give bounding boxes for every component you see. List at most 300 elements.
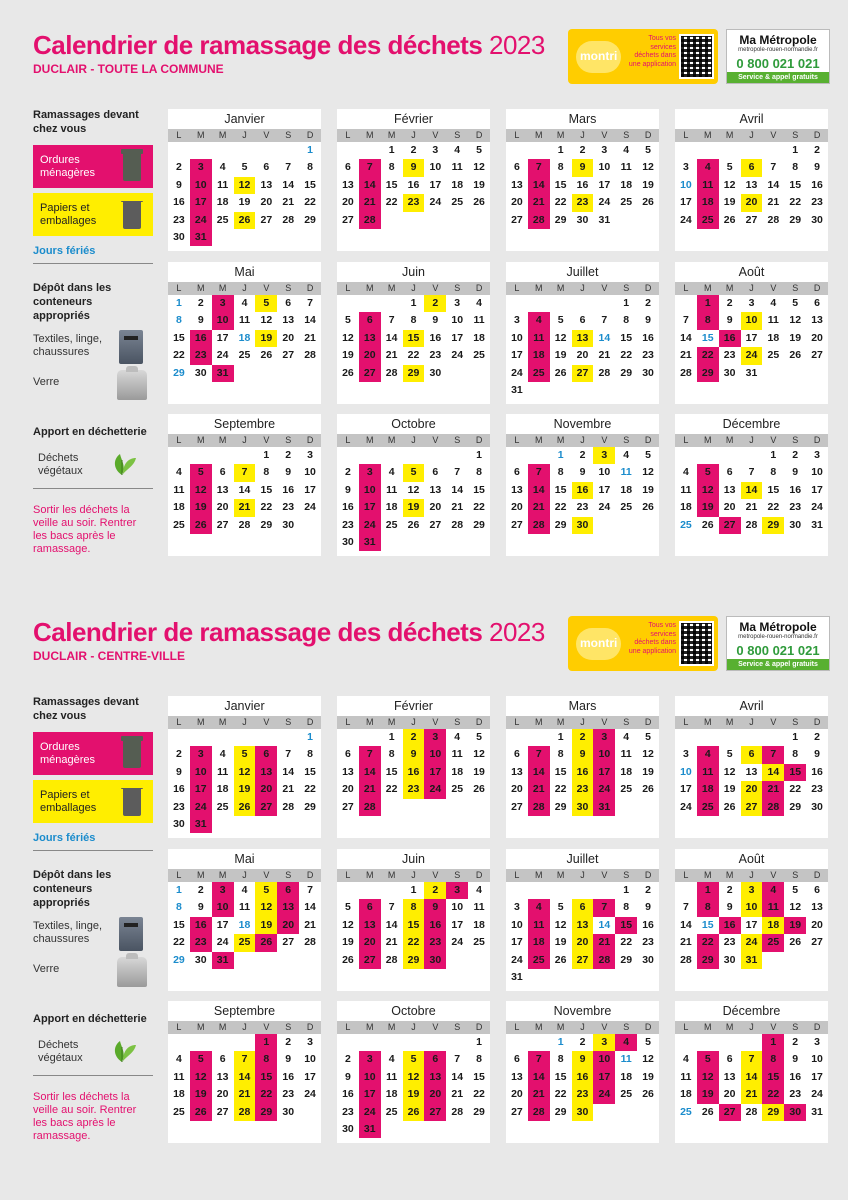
day-cell: 7 — [359, 159, 381, 176]
day-cell: 4 — [697, 159, 719, 176]
empty-cell — [424, 1034, 446, 1051]
month-card — [675, 1001, 828, 1143]
day-cell: 25 — [680, 1105, 692, 1118]
leaves-icon — [108, 1035, 138, 1065]
day-cell: 1 — [476, 1036, 482, 1048]
weekday-label: J — [411, 283, 416, 293]
weekday-label: D — [644, 1022, 652, 1032]
day-cell: 27 — [359, 365, 381, 382]
legend-note: Sortir les déchets la veille au soir. Rentrer les bacs après le ramassage. — [33, 504, 137, 555]
weekday-label: D — [475, 717, 483, 727]
qr-code-icon[interactable] — [679, 621, 714, 666]
weekday-label: J — [411, 870, 416, 880]
weekday-label: M — [366, 283, 374, 293]
day-cell: 24 — [741, 934, 763, 951]
empty-cell — [675, 1034, 697, 1051]
day-cell: 19 — [342, 936, 354, 949]
day-cell: 11 — [620, 161, 632, 174]
metropole-title: Ma Métropole — [739, 33, 817, 47]
day-cell: 19 — [255, 330, 277, 347]
legend-papiers-emballages: Papiers et emballages — [33, 193, 153, 236]
day-cell: 2 — [345, 1053, 351, 1066]
day-cell: 2 — [176, 748, 182, 761]
metropole-title: Ma Métropole — [739, 620, 817, 634]
day-cell: 18 — [451, 765, 464, 778]
empty-cell — [381, 1034, 403, 1051]
empty-cell — [359, 1034, 381, 1051]
day-cell: 12 — [260, 314, 273, 327]
montri-app-banner[interactable] — [568, 616, 718, 671]
day-cell: 11 — [217, 178, 229, 191]
weekday-label: M — [387, 283, 396, 293]
day-cell: 1 — [792, 731, 799, 743]
day-cell: 27 — [359, 952, 381, 969]
weekday-label: V — [432, 870, 439, 880]
day-cell: 27 — [511, 1105, 523, 1118]
day-cell: 11 — [680, 483, 692, 496]
weekday-label: D — [813, 870, 821, 880]
weekday-header — [675, 716, 828, 729]
day-cell: 2 — [176, 161, 182, 174]
day-cell: 5 — [255, 882, 277, 899]
empty-cell — [359, 295, 381, 312]
day-cell: 9 — [814, 748, 820, 761]
weekday-label: M — [218, 130, 227, 140]
day-cell: 8 — [388, 748, 395, 761]
day-cell: 17 — [593, 1069, 615, 1086]
day-cell: 11 — [528, 330, 550, 347]
empty-cell — [255, 729, 277, 746]
weekday-label: S — [792, 283, 799, 293]
legend-vegetaux: Déchets végétaux — [38, 452, 83, 477]
day-cell: 3 — [814, 1036, 820, 1048]
day-cell: 2 — [792, 449, 799, 461]
day-cell: 14 — [304, 314, 316, 327]
day-cell: 17 — [511, 936, 523, 949]
day-cell: 26 — [723, 800, 736, 813]
day-cell: 24 — [511, 366, 523, 379]
day-cell: 21 — [304, 918, 316, 931]
weekday-label: J — [580, 283, 585, 293]
day-cell: 13 — [745, 178, 758, 191]
weekday-label: M — [366, 1022, 374, 1032]
day-cell: 25 — [238, 349, 251, 362]
weekday-label: M — [556, 283, 565, 293]
month-name: Août — [738, 852, 765, 866]
day-cell: 9 — [645, 901, 651, 914]
weekday-label: V — [601, 717, 608, 727]
day-cell: 31 — [359, 1121, 381, 1138]
day-cell: 4 — [476, 297, 482, 309]
weekday-label: L — [176, 870, 182, 880]
weekday-label: V — [770, 870, 777, 880]
day-cell: 18 — [680, 501, 692, 514]
day-cell: 12 — [554, 918, 567, 931]
day-cell: 6 — [255, 746, 277, 763]
weekday-label: D — [475, 1022, 483, 1032]
month-card — [337, 414, 490, 556]
divider — [33, 488, 153, 489]
month-name: Septembre — [213, 1004, 276, 1018]
day-cell: 20 — [359, 347, 381, 364]
weekday-label: D — [644, 283, 652, 293]
day-cell: 30 — [173, 230, 185, 243]
day-cell: 4 — [454, 144, 461, 156]
weekday-label: M — [218, 717, 227, 727]
day-cell: 2 — [345, 466, 351, 479]
day-grid — [168, 295, 321, 382]
day-cell: 6 — [424, 1051, 446, 1068]
day-cell: 17 — [359, 499, 381, 516]
legend-note: Sortir les déchets la veille au soir. Rentrer les bacs après le ramassage. — [33, 1091, 137, 1142]
weekday-label: V — [601, 870, 608, 880]
empty-cell — [675, 729, 697, 746]
day-grid — [675, 295, 828, 382]
day-cell: 17 — [190, 781, 212, 798]
day-cell: 25 — [385, 1105, 398, 1118]
day-cell: 8 — [263, 466, 270, 479]
day-cell: 18 — [762, 917, 784, 934]
day-cell: 2 — [197, 884, 204, 896]
weekday-header — [675, 282, 828, 295]
day-cell: 1 — [255, 1034, 277, 1051]
day-cell: 7 — [601, 314, 608, 327]
day-cell: 18 — [451, 178, 464, 191]
weekday-label: V — [263, 870, 270, 880]
metropole-phone[interactable]: 0 800 021 021 — [736, 56, 820, 71]
weekday-label: L — [683, 717, 689, 727]
day-cell: 5 — [190, 464, 212, 481]
day-cell: 27 — [719, 1104, 741, 1121]
day-cell: 20 — [511, 783, 523, 796]
weekday-label: M — [556, 870, 565, 880]
weekday-label: J — [411, 1022, 416, 1032]
day-cell: 11 — [173, 483, 185, 496]
day-cell: 27 — [260, 213, 273, 226]
empty-cell — [337, 729, 359, 746]
weekday-label: D — [306, 435, 314, 445]
day-cell: 2 — [285, 449, 292, 461]
day-cell: 30 — [342, 1122, 354, 1135]
month-name: Novembre — [553, 1004, 612, 1018]
day-cell: 8 — [557, 161, 564, 174]
day-cell: 13 — [511, 765, 523, 778]
legend-heading-decheterie: Apport en déchetterie — [33, 1013, 147, 1025]
month-card — [506, 1001, 659, 1143]
leaves-icon — [108, 448, 138, 478]
empty-cell — [168, 1034, 190, 1051]
day-cell: 24 — [451, 936, 464, 949]
day-cell: 28 — [767, 213, 780, 226]
day-cell: 14 — [385, 331, 398, 344]
weekday-label: J — [411, 717, 416, 727]
day-cell: 19 — [723, 783, 736, 796]
day-cell: 7 — [528, 464, 550, 481]
day-cell: 24 — [680, 213, 692, 226]
weekday-label: J — [411, 130, 416, 140]
day-cell: 17 — [451, 918, 464, 931]
day-cell: 30 — [194, 366, 207, 379]
weekday-label: L — [514, 435, 520, 445]
day-cell: 31 — [593, 799, 615, 816]
day-cell: 19 — [403, 1086, 425, 1103]
day-grid — [506, 1034, 659, 1121]
weekday-label: J — [580, 717, 585, 727]
weekday-label: M — [366, 130, 374, 140]
day-cell: 28 — [762, 799, 784, 816]
legend-heading-conteneurs: Dépôt dans les conteneurs appropriés — [33, 869, 112, 909]
day-cell: 28 — [385, 366, 398, 379]
day-cell: 10 — [811, 1053, 823, 1066]
day-cell: 8 — [623, 901, 630, 914]
day-cell: 10 — [359, 482, 381, 499]
day-cell: 15 — [701, 331, 714, 344]
day-cell: 12 — [789, 901, 802, 914]
day-cell: 1 — [557, 731, 564, 743]
day-cell: 16 — [811, 178, 823, 191]
yellow-lid-bin-icon — [123, 786, 141, 816]
day-cell: 22 — [620, 349, 633, 362]
day-cell: 29 — [554, 518, 567, 531]
day-cell: 15 — [385, 178, 398, 191]
ma-metropole-box[interactable] — [726, 29, 830, 84]
day-cell: 17 — [304, 483, 316, 496]
montri-app-banner[interactable] — [568, 29, 718, 84]
day-cell: 12 — [473, 161, 485, 174]
day-cell: 5 — [645, 449, 651, 461]
day-cell: 31 — [811, 1105, 823, 1118]
day-cell: 24 — [451, 349, 464, 362]
day-cell: 26 — [554, 953, 567, 966]
weekday-label: D — [306, 130, 314, 140]
day-cell: 24 — [190, 799, 212, 816]
day-cell: 6 — [359, 312, 381, 329]
day-cell: 25 — [173, 1105, 185, 1118]
montri-text: Tous vos services déchets dans une application — [628, 622, 676, 655]
day-cell: 2 — [814, 731, 820, 743]
day-cell: 23 — [789, 1088, 802, 1101]
weekday-label: S — [285, 1022, 292, 1032]
weekday-label: S — [285, 717, 292, 727]
day-cell: 16 — [282, 1070, 295, 1083]
day-cell: 24 — [429, 196, 442, 209]
empty-cell — [528, 882, 550, 899]
day-cell: 29 — [554, 800, 567, 813]
day-cell: 8 — [476, 1053, 482, 1066]
day-cell: 14 — [762, 764, 784, 781]
day-cell: 22 — [260, 501, 273, 514]
day-cell: 15 — [767, 483, 780, 496]
day-cell: 16 — [576, 178, 589, 191]
day-cell: 19 — [190, 499, 212, 516]
day-cell: 28 — [385, 953, 398, 966]
empty-cell — [528, 729, 550, 746]
weekday-label: V — [432, 435, 439, 445]
month-card — [506, 414, 659, 556]
legend-heading-ramassages: Ramassages devant chez vous — [33, 109, 139, 135]
day-cell: 9 — [197, 314, 204, 327]
day-cell: 17 — [424, 764, 446, 781]
day-cell: 12 — [697, 482, 719, 499]
weekday-header — [337, 1021, 490, 1034]
day-cell: 3 — [359, 464, 381, 481]
empty-cell — [381, 447, 403, 464]
weekday-label: M — [704, 435, 712, 445]
day-cell: 19 — [697, 1086, 719, 1103]
metropole-phone[interactable]: 0 800 021 021 — [736, 643, 820, 658]
empty-cell — [528, 1034, 550, 1051]
metropole-url[interactable]: metropole-rouen-normandie.fr — [738, 47, 818, 53]
day-cell: 18 — [173, 1088, 185, 1101]
day-cell: 8 — [307, 748, 313, 761]
day-cell: 25 — [451, 783, 464, 796]
weekday-label: J — [242, 717, 247, 727]
day-cell: 14 — [451, 1070, 464, 1083]
day-cell: 27 — [572, 365, 594, 382]
empty-cell — [528, 447, 550, 464]
empty-cell — [593, 882, 615, 899]
day-cell: 19 — [342, 349, 354, 362]
weekday-label: S — [285, 283, 292, 293]
legend-ordures-menageres: Ordures ménagères — [33, 732, 153, 775]
day-cell: 17 — [598, 178, 611, 191]
day-cell: 23 — [282, 1088, 295, 1101]
day-cell: 29 — [620, 366, 633, 379]
day-grid — [337, 295, 490, 382]
day-cell: 8 — [623, 314, 630, 327]
day-cell: 19 — [784, 917, 806, 934]
weekday-label: L — [176, 1022, 182, 1032]
day-cell: 16 — [403, 764, 425, 781]
day-cell: 23 — [282, 501, 295, 514]
day-cell: 1 — [770, 449, 777, 461]
month-name: Décembre — [722, 1004, 781, 1018]
day-cell: 20 — [216, 1088, 229, 1101]
day-cell: 11 — [173, 1070, 185, 1083]
day-cell: 19 — [473, 765, 485, 778]
day-cell: 18 — [697, 781, 719, 798]
day-cell: 29 — [697, 952, 719, 969]
day-cell: 27 — [216, 1105, 229, 1118]
day-cell: 8 — [410, 314, 417, 327]
weekday-label: D — [475, 870, 483, 880]
day-cell: 9 — [579, 466, 586, 479]
month-card — [506, 849, 659, 991]
legend-heading-ramassages: Ramassages devant chez vous — [33, 696, 139, 722]
day-cell: 23 — [642, 349, 654, 362]
day-cell: 20 — [511, 501, 523, 514]
day-cell: 24 — [593, 1086, 615, 1103]
day-cell: 15 — [173, 918, 185, 931]
day-cell: 12 — [723, 178, 736, 191]
day-cell: 9 — [285, 466, 292, 479]
day-cell: 23 — [403, 194, 425, 211]
weekday-label: M — [556, 1022, 565, 1032]
day-cell: 26 — [407, 518, 420, 531]
day-cell: 30 — [789, 518, 802, 531]
day-cell: 17 — [811, 1070, 823, 1083]
empty-cell — [277, 729, 299, 746]
day-cell: 4 — [219, 161, 226, 174]
day-cell: 22 — [473, 501, 485, 514]
day-cell: 9 — [176, 178, 182, 191]
day-cell: 9 — [345, 1070, 351, 1083]
day-cell: 21 — [528, 194, 550, 211]
day-cell: 13 — [429, 483, 442, 496]
day-cell: 19 — [642, 178, 654, 191]
day-cell: 7 — [285, 748, 292, 761]
day-cell: 25 — [451, 196, 464, 209]
day-cell: 13 — [572, 330, 594, 347]
day-cell: 8 — [176, 314, 182, 327]
day-cell: 11 — [451, 161, 463, 174]
day-cell: 27 — [342, 213, 354, 226]
day-cell: 17 — [216, 331, 229, 344]
day-cell: 19 — [554, 936, 567, 949]
day-cell: 5 — [403, 464, 425, 481]
day-cell: 24 — [216, 936, 229, 949]
weekday-label: J — [580, 870, 585, 880]
day-cell: 19 — [234, 781, 256, 798]
day-cell: 20 — [723, 501, 736, 514]
commune-subtitle: DUCLAIR - CENTRE-VILLE — [33, 649, 185, 663]
day-cell: 6 — [579, 314, 586, 327]
day-cell: 22 — [620, 936, 633, 949]
ma-metropole-box[interactable] — [726, 616, 830, 671]
day-cell: 8 — [792, 161, 799, 174]
weekday-label: D — [644, 870, 652, 880]
qr-code-icon[interactable] — [679, 34, 714, 79]
day-cell: 12 — [234, 177, 256, 194]
day-cell: 9 — [345, 483, 351, 496]
weekday-label: L — [176, 130, 182, 140]
empty-cell — [550, 882, 572, 899]
weekday-header — [506, 716, 659, 729]
day-cell: 13 — [811, 901, 823, 914]
day-cell: 3 — [514, 314, 520, 327]
empty-cell — [403, 447, 425, 464]
empty-cell — [719, 729, 741, 746]
day-cell: 8 — [557, 466, 564, 479]
weekday-label: S — [285, 130, 292, 140]
day-cell: 22 — [385, 783, 398, 796]
empty-cell — [506, 142, 528, 159]
metropole-url[interactable]: metropole-rouen-normandie.fr — [738, 634, 818, 640]
month-card — [675, 696, 828, 838]
day-cell: 12 — [642, 161, 654, 174]
day-cell: 13 — [342, 765, 354, 778]
day-cell: 22 — [403, 934, 425, 951]
day-cell: 10 — [741, 899, 763, 916]
day-cell: 3 — [424, 729, 446, 746]
day-cell: 13 — [359, 330, 381, 347]
day-grid — [337, 142, 490, 229]
day-cell: 10 — [598, 466, 611, 479]
day-cell: 25 — [216, 213, 229, 226]
day-cell: 23 — [342, 518, 354, 531]
month-card — [675, 849, 828, 991]
day-grid — [168, 1034, 321, 1121]
day-cell: 31 — [212, 952, 234, 969]
day-cell: 29 — [697, 365, 719, 382]
day-grid — [675, 882, 828, 969]
day-cell: 23 — [403, 781, 425, 798]
empty-cell — [697, 142, 719, 159]
weekday-label: M — [725, 435, 734, 445]
day-cell: 3 — [307, 449, 313, 461]
day-cell: 11 — [528, 917, 550, 934]
day-cell: 18 — [473, 331, 485, 344]
